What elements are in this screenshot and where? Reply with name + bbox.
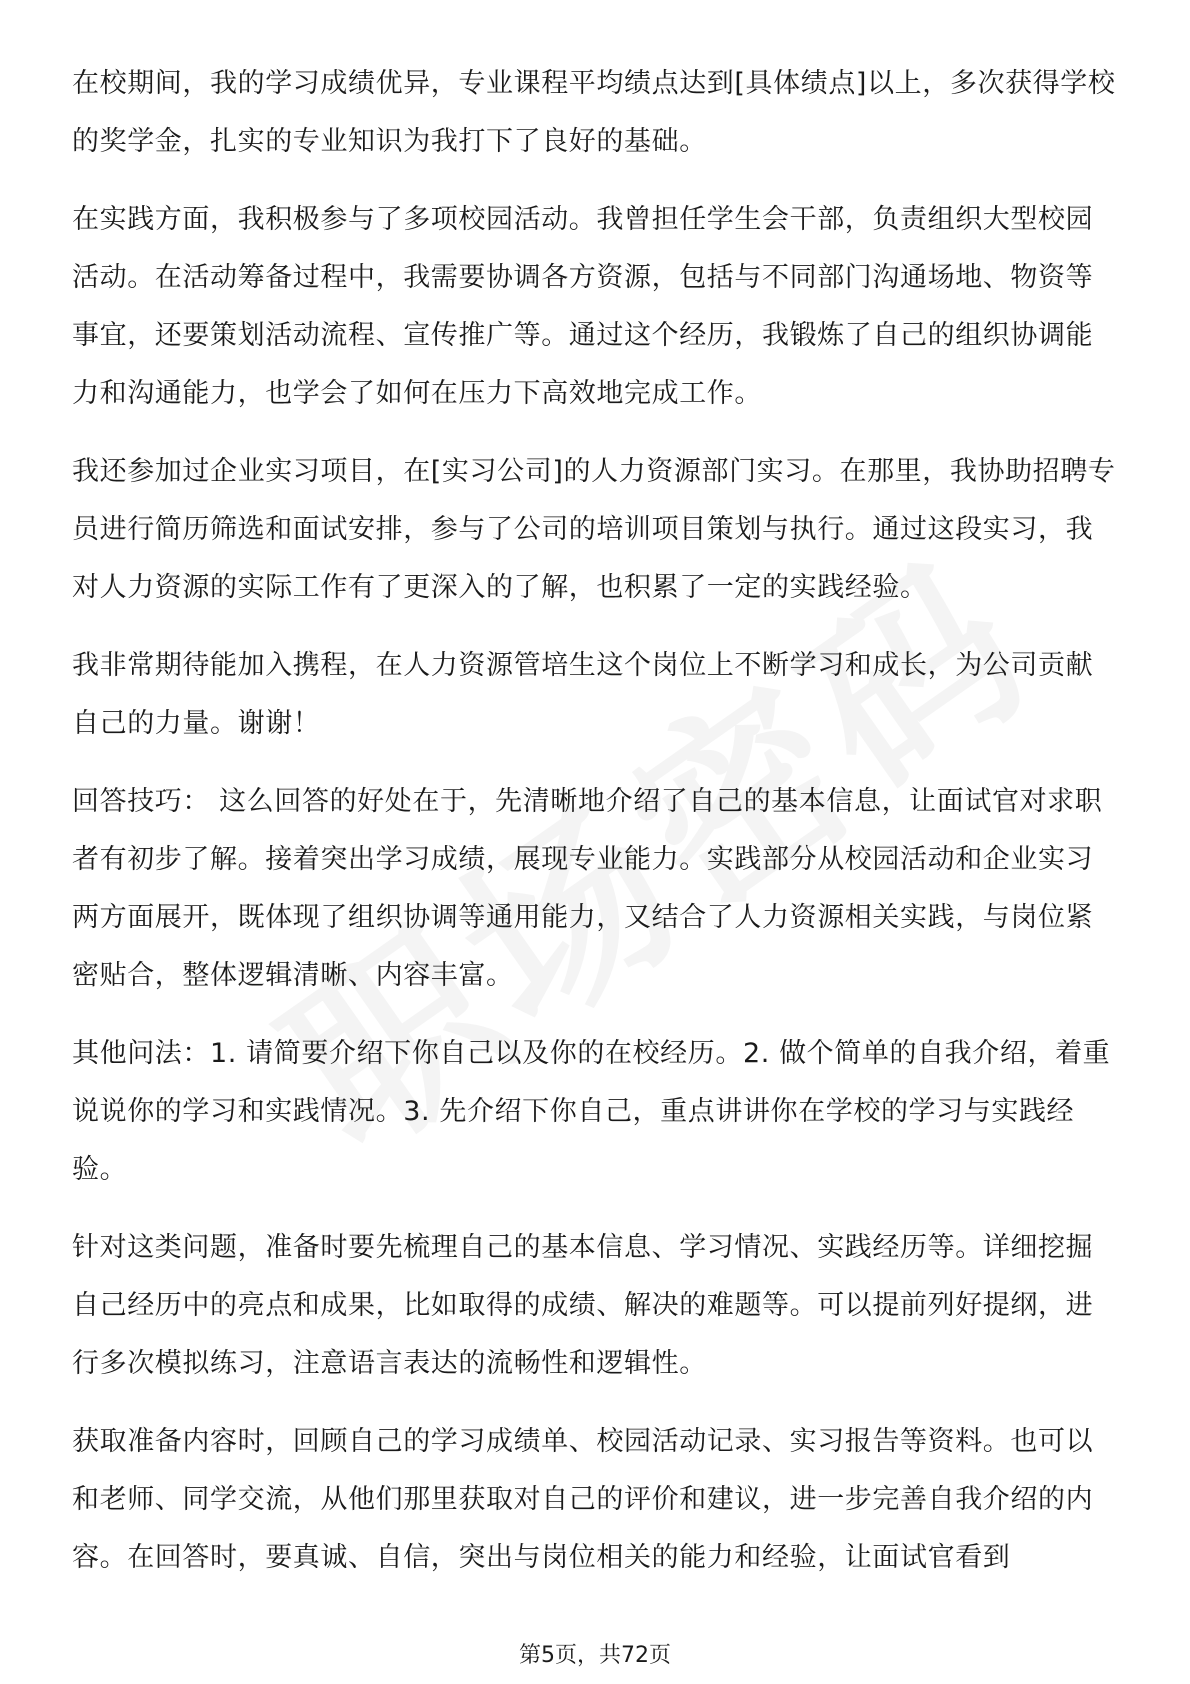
paragraph-internship: 我还参加过企业实习项目，在[实习公司]的人力资源部门实习。在那里，我协助招聘专员进行简历筛选和面试安排，参与了公司的培训项目策划与执行。通过这段实习，我对人力资源的实际工作有了更深入的了解，也积累了一定的实践经验。 [72,456,1116,603]
paragraph-preparation: 针对这类问题，准备时要先梳理自己的基本信息、学习情况、实践经历等。详细挖掘自己经历中的亮点和成果，比如取得的成绩、解决的难题等。可以提前列好提纲，进行多次模拟练习，注意语言表达的流畅性和逻辑性。 [72,1232,1094,1379]
paragraph-other-questions: 其他问法：1. 请简要介绍下你自己以及你的在校经历。2. 做个简单的自我介绍，着重说说你的学习和实践情况。3. 先介绍下你自己，重点讲讲你在学校的学习与实践经验。 [72,1038,1111,1185]
page-number-footer: 第5页，共72页 [519,1643,671,1668]
paragraph-campus-activities: 在实践方面，我积极参与了多项校园活动。我曾担任学生会干部，负责组织大型校园活动。在活动筹备过程中，我需要协调各方资源，包括与不同部门沟通场地、物资等事宜，还要策划活动流程、宣传推广等。通过这个经历，我锻炼了自己的组织协调能力和沟通能力，也学会了如何在压力下高效地完成工作。 [72,204,1094,409]
paragraph-answer-tips: 回答技巧： 这么回答的好处在于，先清晰地介绍了自己的基本信息，让面试官对求职者有初步了解。接着突出学习成绩，展现专业能力。实践部分从校园活动和企业实习两方面展开，既体现了组织协调等通用能力，又结合了人力资源相关实践，与岗位紧密贴合，整体逻辑清晰、内容丰富。 [72,786,1103,991]
paragraph-academic: 在校期间，我的学习成绩优异，专业课程平均绩点达到[具体绩点]以上，多次获得学校的奖学金，扎实的专业知识为我打下了良好的基础。 [72,68,1116,157]
paragraph-closing: 我非常期待能加入携程，在人力资源管培生这个岗位上不断学习和成长，为公司贡献自己的力量。谢谢！ [72,650,1094,739]
paragraph-gathering-content: 获取准备内容时，回顾自己的学习成绩单、校园活动记录、实习报告等资料。也可以和老师、同学交流，从他们那里获取对自己的评价和建议，进一步完善自我介绍的内容。在回答时，要真诚、自信，突出与岗位相关的能力和经验，让面试官看到 [72,1426,1094,1573]
document-body [72,55,1118,1607]
